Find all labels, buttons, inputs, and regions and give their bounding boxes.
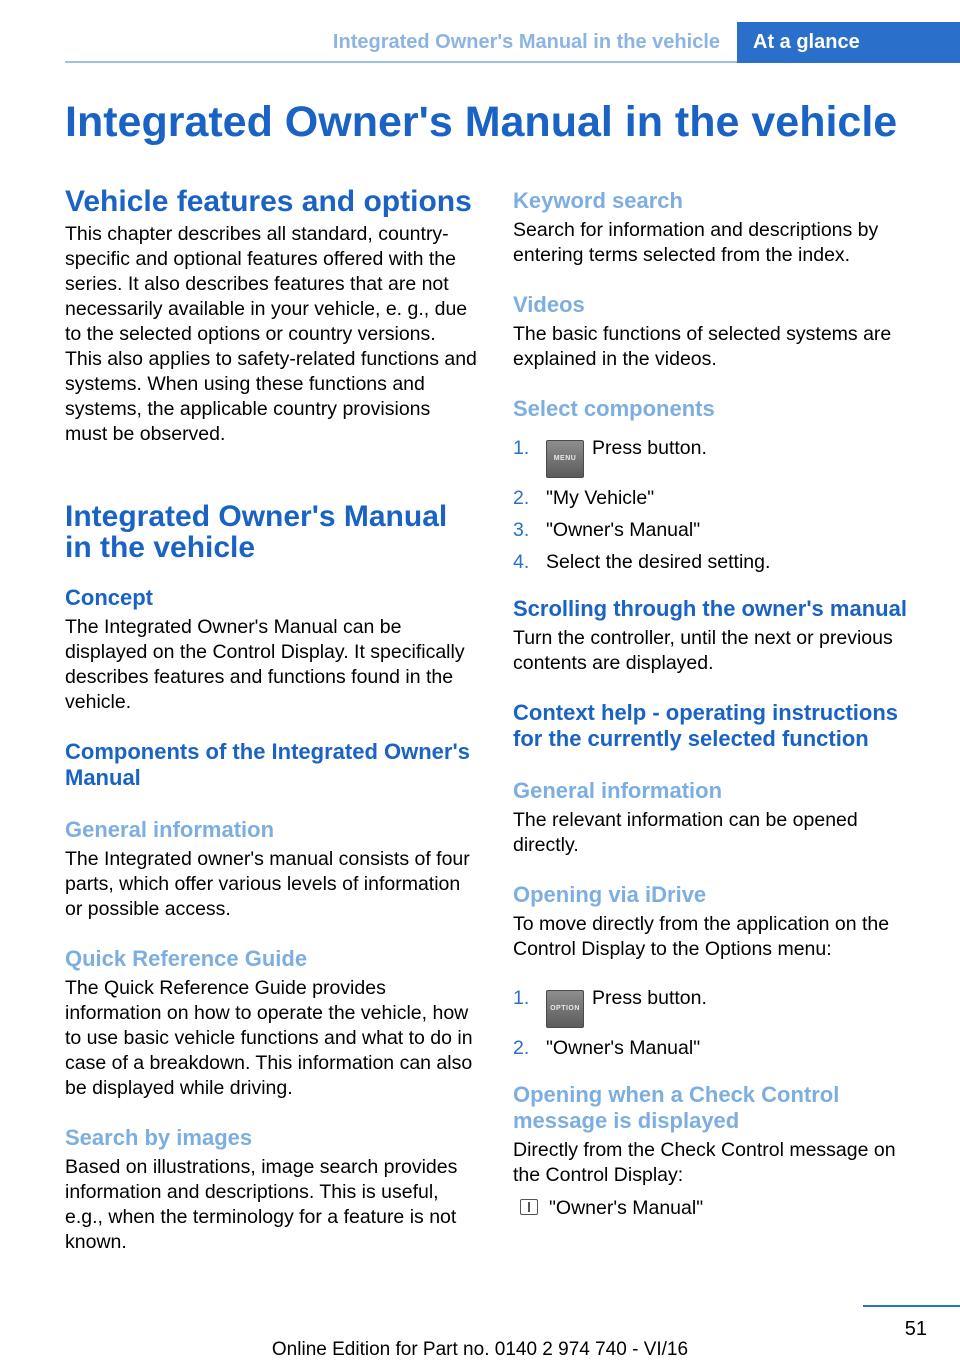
paragraph-vehicle-features: This chapter describes all standard, country-specific and optional features offered with the series. It also describes features that are not necessarily available in your vehicle, e. g., due to the selected options or country versions. This also applies to safety-related functions and systems. When using these functions and systems, the applicable country provisions must be observed. bbox=[65, 223, 477, 445]
heading-select-components: Select components bbox=[513, 396, 715, 421]
list-item bbox=[513, 436, 925, 478]
step-text: "Owner's Manual" bbox=[546, 1037, 701, 1059]
list-item bbox=[513, 986, 925, 1028]
heading-search-by-images: Search by images bbox=[65, 1125, 253, 1150]
paragraph-check-control: Directly from the Check Control message on the Control Display: bbox=[513, 1139, 896, 1186]
heading-check-control: Opening when a Check Control message is displayed bbox=[513, 1082, 840, 1133]
paragraph-general-information-right: The relevant information can be opened directly. bbox=[513, 809, 858, 856]
step-text: Press button. bbox=[592, 437, 707, 459]
option-button-icon: OPTION bbox=[546, 990, 584, 1028]
step-text: "My Vehicle" bbox=[546, 487, 655, 509]
heading-opening-via-idrive: Opening via iDrive bbox=[513, 882, 707, 907]
step-number: 4. bbox=[513, 551, 530, 573]
right-column bbox=[513, 184, 925, 1220]
heading-scrolling: Scrolling through the owner's manual bbox=[513, 596, 907, 621]
heading-concept: Concept bbox=[65, 585, 153, 610]
page-title: Integrated Owner's Manual in the vehicle bbox=[65, 98, 898, 146]
check-control-item bbox=[513, 1196, 925, 1220]
paragraph-opening-via-idrive: To move directly from the application on the Control Display to the Options menu: bbox=[513, 913, 890, 960]
heading-general-information: General information bbox=[65, 817, 275, 842]
heading-integrated-manual: Integrated Owner's Manual in the vehicle bbox=[65, 500, 448, 564]
step-text: Press button. bbox=[592, 987, 707, 1009]
step-number: 2. bbox=[513, 1037, 530, 1059]
paragraph-scrolling: Turn the controller, until the next or previous contents are displayed. bbox=[513, 627, 893, 674]
heading-videos: Videos bbox=[513, 292, 585, 317]
header-chapter-tab: At a glance bbox=[737, 22, 960, 63]
paragraph-videos: The basic functions of selected systems are explained in the videos. bbox=[513, 323, 892, 370]
header-section-title: Integrated Owner's Manual in the vehicle bbox=[332, 31, 720, 53]
paragraph-quick-reference: The Quick Reference Guide provides information on how to operate the vehicle, how to use basic vehicle functions and what to do in case of a breakdown. This information can also be displayed while driving. bbox=[65, 977, 473, 1099]
select-components-steps bbox=[513, 436, 925, 574]
paragraph-search-by-images: Based on illustrations, image search provides information and descriptions. This is useful, e.g., when the terminology for a feature is not known. bbox=[65, 1156, 458, 1253]
check-control-item-text: "Owner's Manual" bbox=[549, 1197, 704, 1219]
heading-general-information-right: General information bbox=[513, 778, 723, 803]
step-number: 3. bbox=[513, 519, 530, 541]
footer-rule bbox=[863, 1305, 960, 1307]
list-item bbox=[513, 1036, 925, 1060]
menu-button-icon: MENU bbox=[546, 440, 584, 478]
list-item bbox=[513, 550, 925, 574]
heading-components: Components of the Integrated Owner's Manual bbox=[65, 739, 470, 790]
step-number: 1. bbox=[513, 437, 530, 459]
left-column bbox=[65, 184, 477, 1279]
paragraph-keyword-search: Search for information and descriptions by entering terms selected from the index. bbox=[513, 219, 879, 266]
list-item bbox=[513, 486, 925, 510]
footer-edition: Online Edition for Part no. 0140 2 974 740 - VI/16 bbox=[271, 1339, 689, 1360]
paragraph-general-information: The Integrated owner's manual consists of four parts, which offer various levels of information or possible access. bbox=[65, 848, 470, 920]
idrive-steps bbox=[513, 986, 925, 1060]
list-item bbox=[513, 518, 925, 542]
heading-keyword-search: Keyword search bbox=[513, 188, 683, 213]
paragraph-concept: The Integrated Owner's Manual can be displayed on the Control Display. It specifically describes features and functions found in the vehicle. bbox=[65, 616, 465, 713]
step-text: Select the desired setting. bbox=[546, 551, 771, 573]
heading-context-help: Context help - operating instructions for the currently selected function bbox=[513, 700, 899, 751]
page-number: 51 bbox=[904, 1318, 927, 1340]
manual-book-icon bbox=[520, 1199, 538, 1215]
heading-quick-reference: Quick Reference Guide bbox=[65, 946, 308, 971]
step-text: "Owner's Manual" bbox=[546, 519, 701, 541]
heading-vehicle-features: Vehicle features and options bbox=[65, 185, 472, 218]
step-number: 1. bbox=[513, 987, 530, 1009]
step-number: 2. bbox=[513, 487, 530, 509]
